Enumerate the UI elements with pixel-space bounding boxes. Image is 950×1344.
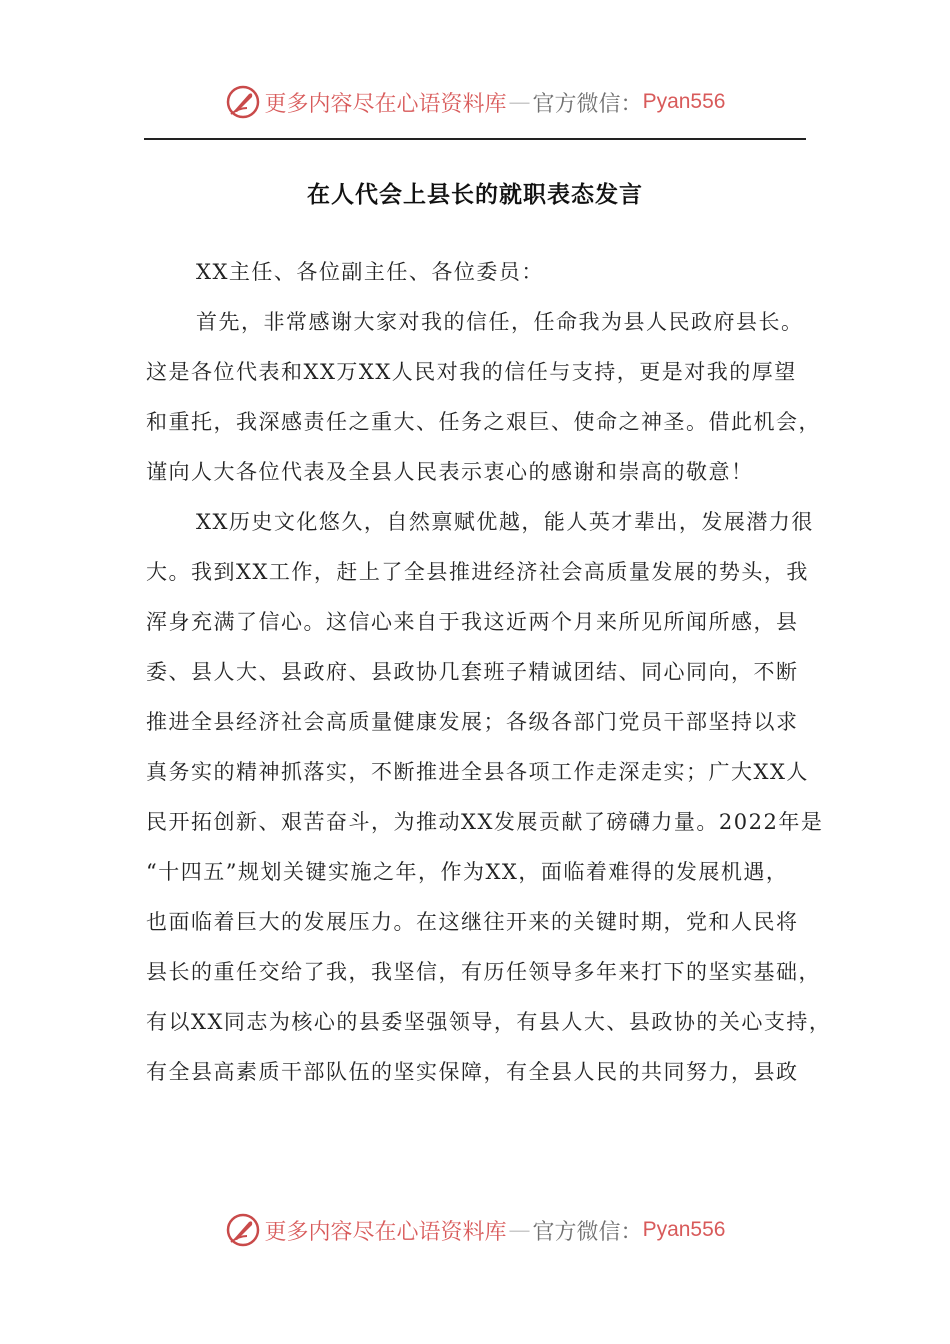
quill-logo-icon bbox=[225, 1212, 261, 1248]
banner-wechat-id: Pyan556 bbox=[642, 90, 726, 113]
banner-wechat-label: 官方微信： bbox=[532, 1219, 643, 1245]
text-line: XX主任、各位副主任、各位委员： bbox=[196, 260, 544, 284]
banner-separator: — bbox=[508, 1217, 531, 1243]
footer-banner bbox=[0, 1210, 950, 1250]
quill-logo-icon bbox=[225, 84, 261, 120]
paragraph-2 bbox=[146, 497, 832, 1097]
text-line: 也面临着巨大的发展压力。在这继往开来的关键时期，党和人民将 bbox=[146, 910, 799, 934]
document-title: 在人代会上县长的就职表态发言 bbox=[307, 181, 643, 208]
text-line: 和重托，我深感责任之重大、任务之艰巨、使命之神圣。借此机会， bbox=[146, 410, 821, 434]
banner-wechat-label: 官方微信： bbox=[532, 91, 643, 117]
text-line: 这是各位代表和XX万XX人民对我的信任与支持，更是对我的厚望 bbox=[146, 360, 797, 384]
text-line: 浑身充满了信心。这信心来自于我这近两个月来所见所闻所感，县 bbox=[146, 610, 799, 634]
banner-brand-text: 更多内容尽在心语资料库 bbox=[264, 91, 507, 117]
text-line: 委、县人大、县政府、县政协几套班子精诚团结、同心同向，不断 bbox=[146, 660, 799, 684]
banner-brand-text: 更多内容尽在心语资料库 bbox=[264, 1219, 507, 1245]
header-divider bbox=[144, 138, 806, 140]
banner-wechat-id: Pyan556 bbox=[642, 1218, 726, 1241]
paragraph-1 bbox=[146, 297, 821, 497]
text-line: XX历史文化悠久，自然禀赋优越，能人英才辈出，发展潜力很 bbox=[196, 510, 814, 534]
text-line: 首先，非常感谢大家对我的信任，任命我为县人民政府县长。 bbox=[196, 310, 804, 334]
text-line: 县长的重任交给了我，我坚信，有历任领导多年来打下的坚实基础， bbox=[146, 960, 821, 984]
header-banner bbox=[0, 82, 950, 122]
salutation-paragraph bbox=[146, 247, 811, 297]
document-body bbox=[146, 247, 832, 1097]
banner-separator: — bbox=[508, 89, 531, 115]
text-line: “十四五”规划关键实施之年，作为XX，面临着难得的发展机遇， bbox=[146, 860, 789, 884]
text-line: 真务实的精神抓落实，不断推进全县各项工作走深走实；广大XX人 bbox=[146, 760, 809, 784]
text-line: 大。我到XX工作，赶上了全县推进经济社会高质量发展的势头，我 bbox=[146, 560, 809, 584]
text-line: 有全县高素质干部队伍的坚实保障，有全县人民的共同努力，县政 bbox=[146, 1060, 799, 1084]
text-line: 民开拓创新、艰苦奋斗，为推动XX发展贡献了磅礴力量。2022年是 bbox=[146, 810, 824, 834]
text-line: 推进全县经济社会高质量健康发展；各级各部门党员干部坚持以求 bbox=[146, 710, 799, 734]
text-line: 有以XX同志为核心的县委坚强领导，有县人大、县政协的关心支持， bbox=[146, 1010, 832, 1034]
text-line: 谨向人大各位代表及全县人民表示衷心的感谢和崇高的敬意！ bbox=[146, 460, 754, 484]
